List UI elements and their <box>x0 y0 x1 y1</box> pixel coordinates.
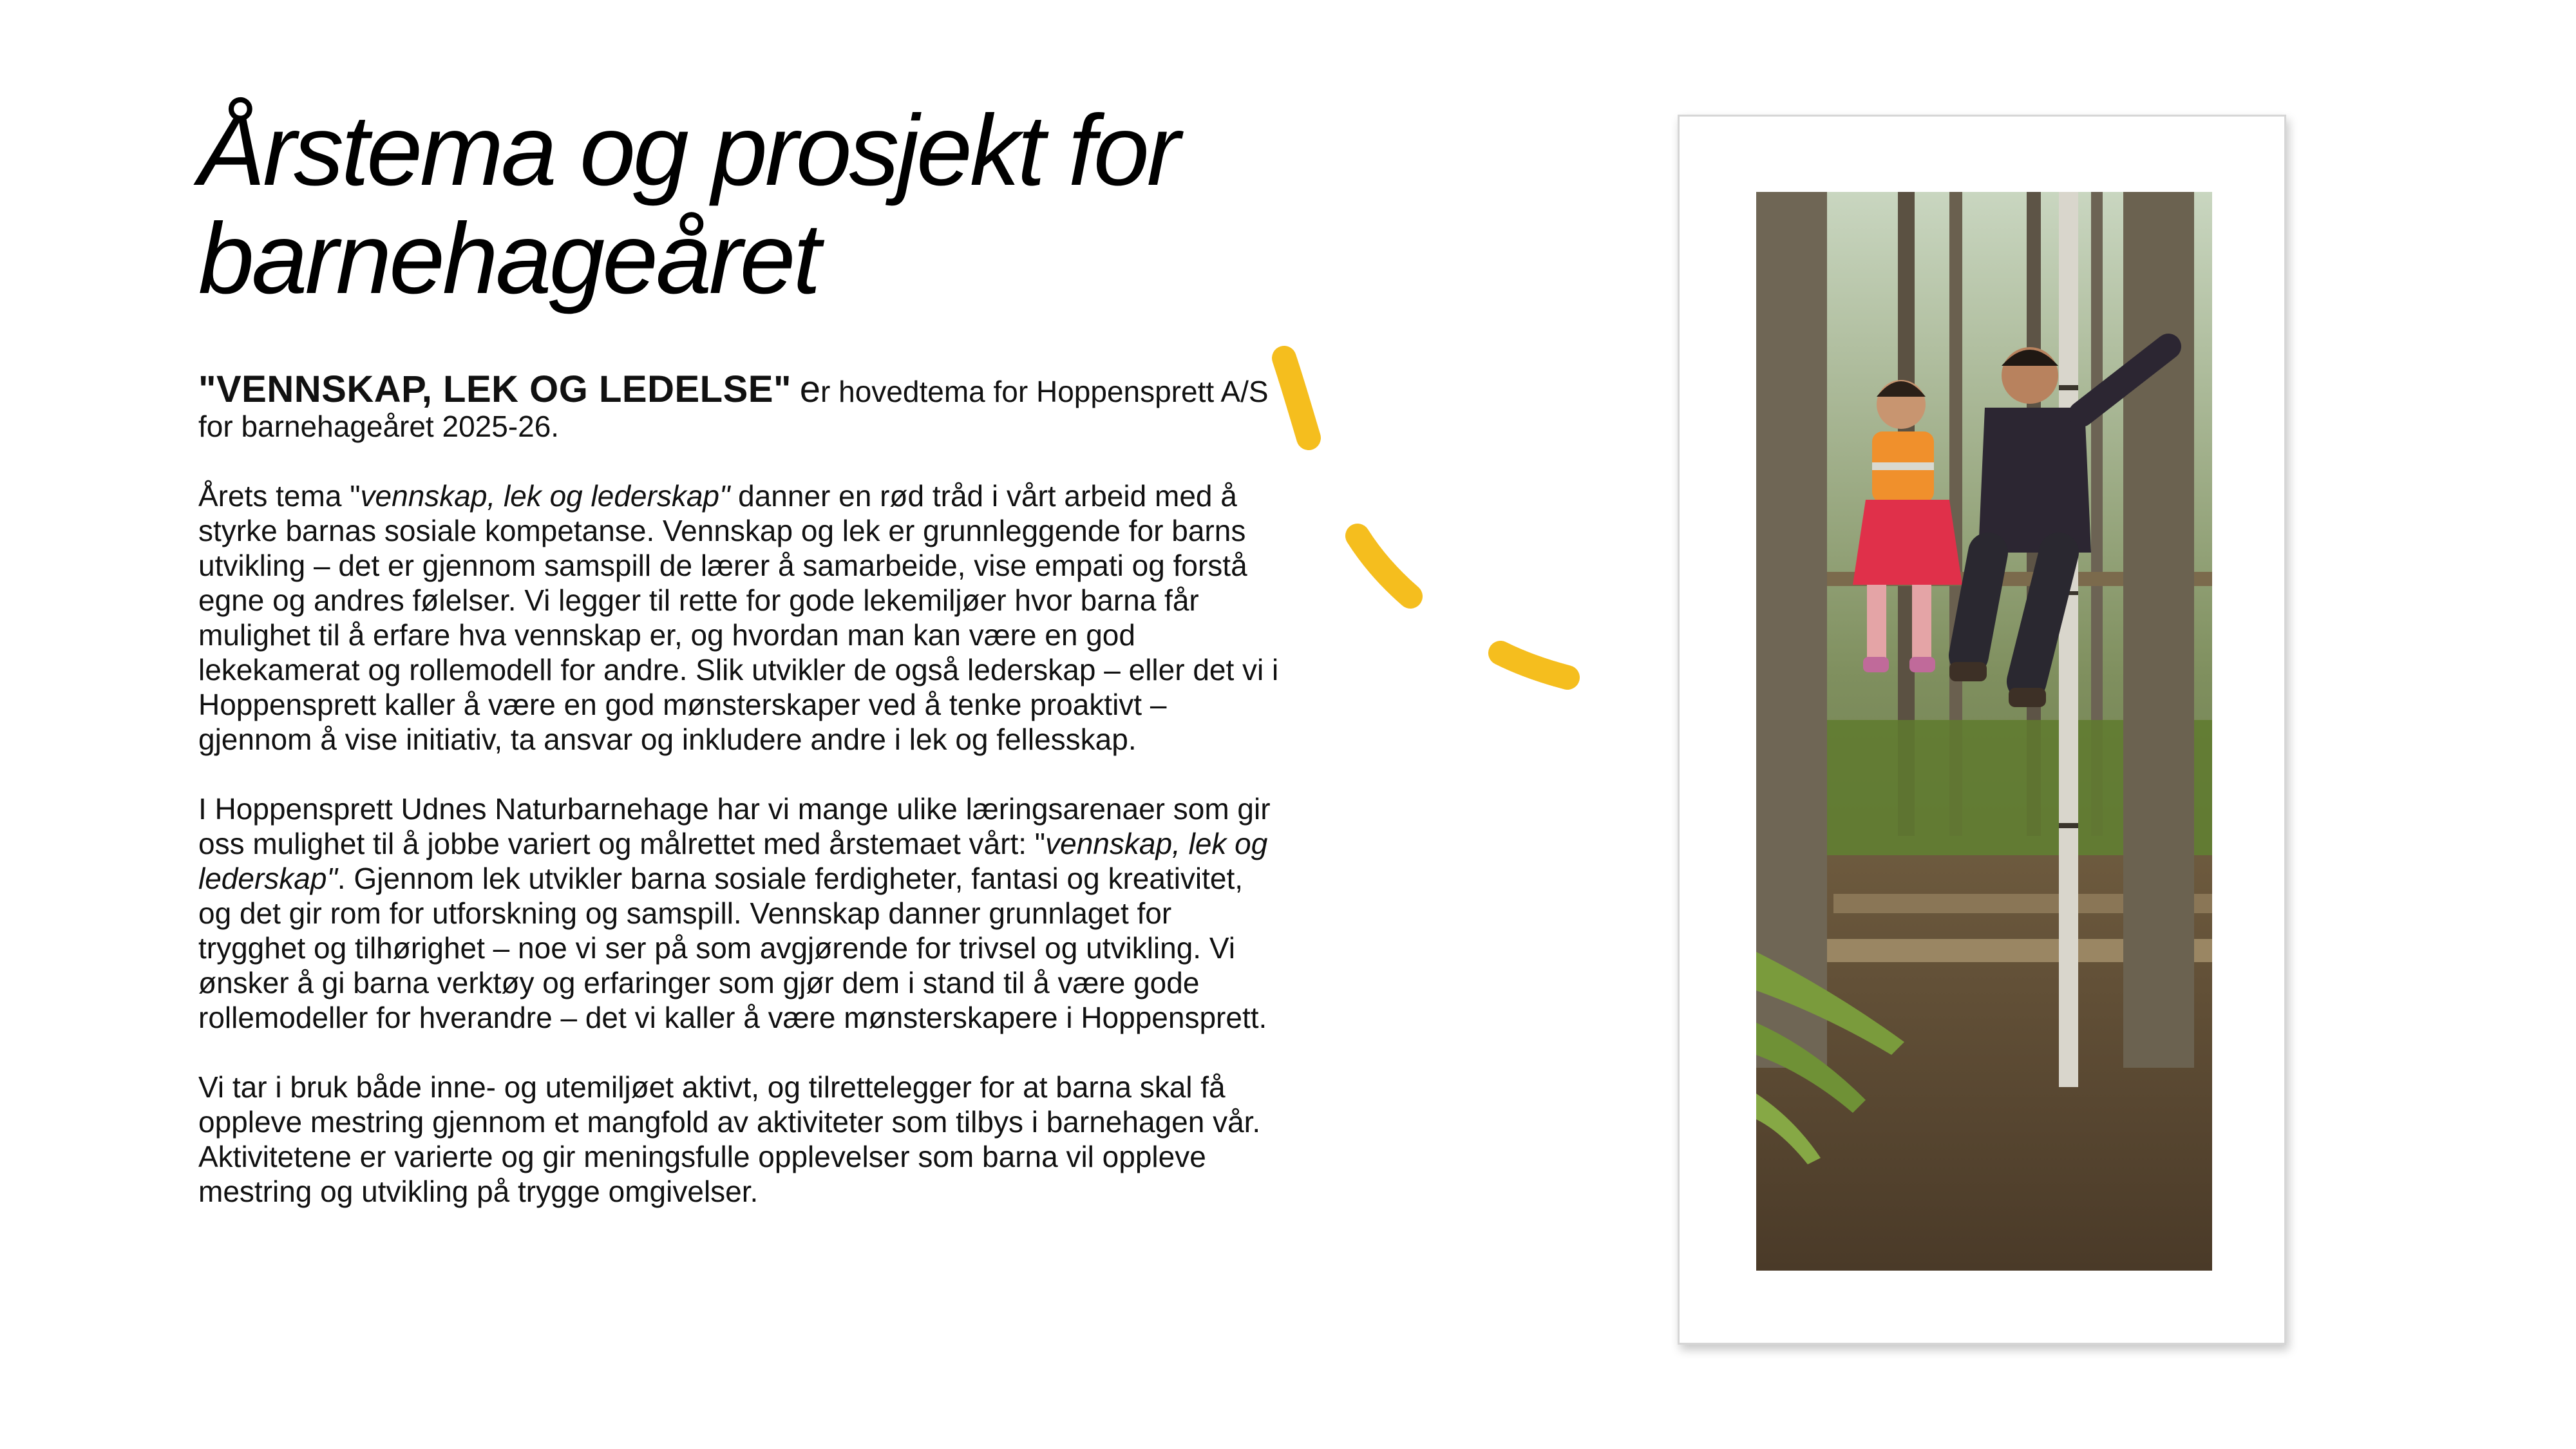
paragraph-1 <box>198 478 1280 757</box>
theme-label: "VENNSKAP, LEK OG LEDELSE" <box>198 368 791 410</box>
lead-first-letter: e <box>799 368 821 410</box>
lead-rest: r hovedtema for Hoppensprett A/S for barnehageåret 2025-26. <box>198 375 1269 443</box>
paragraph-1-italic: vennskap, lek og lederskap" <box>360 479 730 513</box>
paragraph-2-italic: vennskap, lek og lederskap" <box>198 827 1268 895</box>
forest-photo-icon <box>1756 192 2212 1271</box>
paragraph-1-after: danner en rød tråd i vårt arbeid med å styrke barnas sosiale kompetanse. Vennskap og lek er grunnleggende for barns utvikling – det er gjennom samspill de lærer å samarbeide, vise empati og forstå egne og andres følelser. Vi legger til rette for gode lekemiljøer hvor barna får mulighet til å erfare hva vennskap er, og hvordan man kan være en god lekekamerat og rollemodell for andre. Slik utvikler de også lederskap – eller det vi i Hoppensprett kaller å være en god mønsterskaper ved å tenke proaktivt – gjennom å vise initiativ, ta ansvar og inkludere andre i lek og fellesskap. <box>198 479 1279 756</box>
body-text <box>198 368 1280 1209</box>
lead-paragraph <box>198 368 1280 444</box>
slide-title: Årstema og prosjekt for barnehageåret <box>198 95 1178 315</box>
paragraph-3: Vi tar i bruk både inne- og utemiljøet aktivt, og tilrettelegger for at barna skal få oppleve mestring gjennom et mangfold av aktiviteter som tilbys i barnehagen vår. Aktivitetene er varierte og gir meningsfulle opplevelser som barna vil oppleve mestring og utvikling på trygge omgivelser. <box>198 1070 1261 1208</box>
paragraph-2-after: . Gjennom lek utvikler barna sosiale ferdigheter, fantasi og kreativitet, og det gir rom for utforskning og samspill. Vennskap danner grunnlaget for trygghet og tilhørighet – noe vi ser på som avgjørende for trivsel og utvikling. Vi ønsker å gi barna verktøy og erfaringer som gjør dem i stand til å være gode rollemodeller for hverandre – det vi kaller å være mønsterskapere i Hoppensprett. <box>198 862 1267 1034</box>
paragraph-2 <box>198 791 1280 1035</box>
paragraph-2-before: I Hoppensprett Udnes Naturbarnehage har vi mange ulike læringsarenaer som gir oss mulighet til å jobbe variert og målrettet med årstemaet vårt: " <box>198 792 1271 860</box>
paragraph-1-before: Årets tema " <box>198 479 361 513</box>
dashed-arc-icon <box>1262 335 1604 721</box>
